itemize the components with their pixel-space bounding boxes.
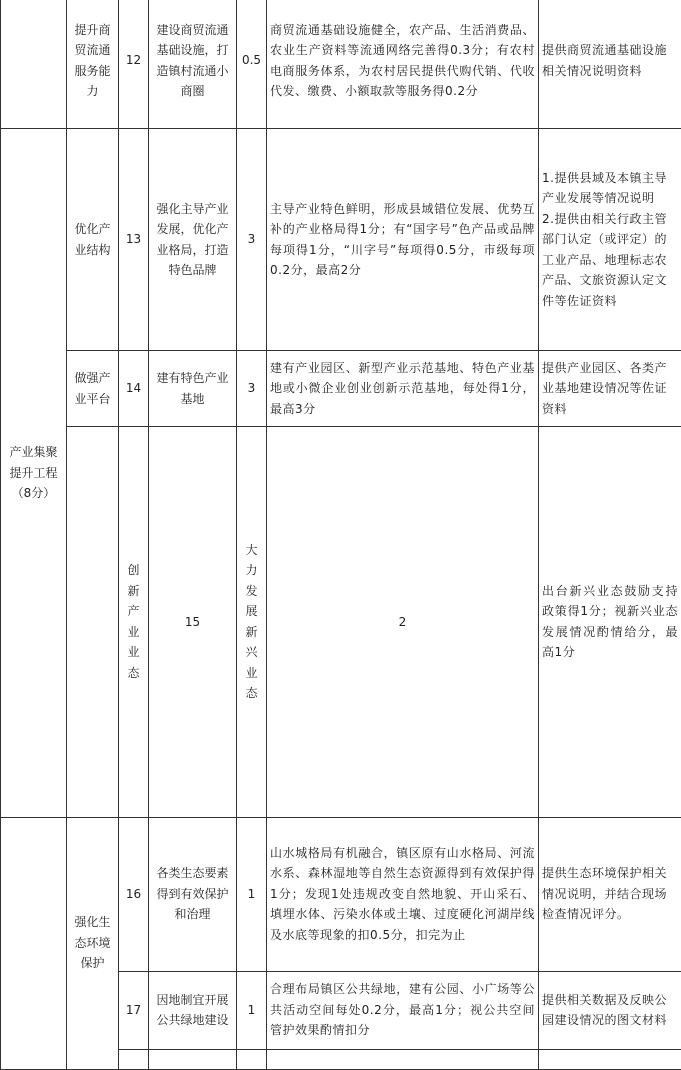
materials-cell: 提供商贸流通基础设施相关情况说明资料: [539, 0, 681, 129]
item-number: [119, 1049, 149, 1069]
item-number: 15: [149, 427, 237, 818]
category-name: 产业集聚提升工程: [9, 445, 57, 480]
task-cell: 建有特色产业基地: [149, 351, 237, 427]
category-cell: [1, 817, 67, 1069]
category-cell: [1, 129, 67, 818]
subcategory-cell: 提升商贸流通服务能力: [67, 0, 119, 129]
item-number: 14: [119, 351, 149, 427]
score-cell: 2: [267, 427, 539, 818]
materials-cell: 1.提供县域及本镇主导产业发展等情况说明 2.提供由相关行政主管部门认定（或评定）的工业产品、地理标志农产品、文旅资源认定文件等佐证资料: [539, 129, 681, 351]
subcategory-cell: 强化生态环境保护: [67, 817, 119, 1069]
criteria-cell: 主导产业特色鲜明，形成县域错位发展、优势互补的产业格局得1分；有“国字号”色产品或品牌每项得1分，“川字号”每项得0.5分，市级每项0.2分，最高2分: [267, 129, 539, 351]
criteria-cell: [267, 1049, 539, 1069]
task-cell: 因地制宜开展公共绿地建设: [149, 971, 237, 1049]
score-cell: 3: [237, 351, 267, 427]
task-cell: 强化主导产业发展，优化产业格局，打造特色品牌: [149, 129, 237, 351]
task-cell: 建设商贸流通基础设施，打造镇村流通小商圈: [149, 0, 237, 129]
table-row: [1, 351, 681, 427]
table-row: [1, 0, 681, 129]
task-cell: 大力发展新兴业态: [237, 427, 267, 818]
materials-cell: 提供相关数据及反映公园建设情况的图文材料: [539, 971, 681, 1049]
subcategory-cell: 创新产业业态: [119, 427, 149, 818]
item-number: 12: [119, 0, 149, 129]
score-cell: 1: [237, 971, 267, 1049]
materials-cell: 提供产业园区、各类产业基地建设情况等佐证资料: [539, 351, 681, 427]
criteria-cell: 山水城格局有机融合，镇区原有山水格局、河流水系、森林湿地等自然生态资源得到有效保护得1分；发现1处违规改变自然地貌、开山采石、填埋水体、污染水体或土壤、过度硬化河湖岸线及水底等现象的扣0.5分，扣完为止: [267, 817, 539, 971]
subcategory-cell: 做强产业平台: [67, 351, 119, 427]
item-number: 13: [119, 129, 149, 351]
table-row: [1, 129, 681, 351]
task-cell: [149, 1049, 237, 1069]
task-cell: 各类生态要素得到有效保护和治理: [149, 817, 237, 971]
criteria-cell: 商贸流通基础设施健全，农产品、生活消费品、农业生产资料等流通网络完善得0.3分；有农村电商服务体系，为农村居民提供代购代销、代收代发、缴费、小额取款等服务得0.2分: [267, 0, 539, 129]
score-cell: 1: [237, 817, 267, 971]
item-number: 17: [119, 971, 149, 1049]
score-cell: 0.5: [237, 0, 267, 129]
criteria-cell: 建有产业园区、新型产业示范基地、特色产业基地或小微企业创业创新示范基地，每处得1分，最高3分: [267, 351, 539, 427]
criteria-cell: 出台新兴业态鼓励支持政策得1分；视新兴业态发展情况酌情给分，最高1分: [539, 427, 681, 818]
score-cell: [237, 1049, 267, 1069]
subcategory-cell: 优化产业结构: [67, 129, 119, 351]
materials-cell: [539, 1049, 681, 1069]
materials-cell: 提供生态环境保护相关情况说明，并结合现场检查情况评分。: [539, 817, 681, 971]
item-number: 16: [119, 817, 149, 971]
table-row: [1, 817, 681, 971]
category-cell: [1, 0, 67, 129]
criteria-cell: 合理布局镇区公共绿地，建有公园、小广场等公共活动空间每处0.2分，最高1分；视公共空间管护效果酌情扣分: [267, 971, 539, 1049]
table-row: [1, 427, 681, 818]
category-points: （8分）: [12, 486, 56, 500]
score-cell: 3: [237, 129, 267, 351]
category-cell: [67, 427, 119, 818]
